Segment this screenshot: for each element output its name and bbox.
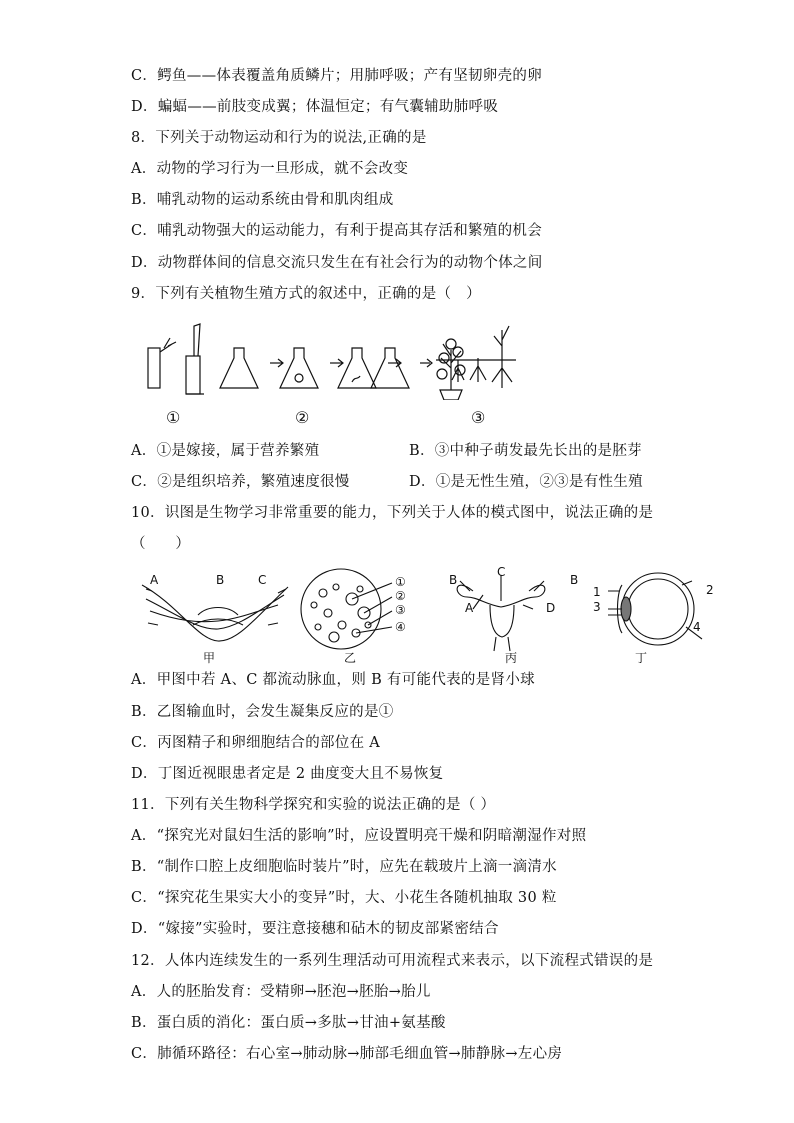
q10-fig-jia-label-c: C [258,573,267,587]
q10-option-c: C．丙图精子和卵细胞结合的部位在 A [131,735,381,751]
q10-option-a: A．甲图中若 A、C 都流动脉血，则 B 有可能代表的是肾小球 [131,672,535,688]
q10-fig-bing-label-a: A [465,601,474,615]
q11-option-a: A．“探究光对鼠妇生活的影响”时，应设置明亮干燥和阴暗潮湿作对照 [131,828,587,844]
q10-caption-ding: 丁 [635,651,648,665]
q8-option-d: D．动物群体间的信息交流只发生在有社会行为的动物个体之间 [131,255,543,271]
q10-fig-ding-label-2: 2 [706,583,714,597]
q12-option-c: C．肺循环路径：右心室→肺动脉→肺部毛细血管→肺静脉→左心房 [131,1046,563,1062]
q10-fig-yi-label-1: ① [395,575,406,589]
q7-option-d: D．蝙蝠——前肢变成翼；体温恒定；有气囊辅助肺呼吸 [131,99,499,115]
q10-fig-bing-label-b-right: B [570,573,579,587]
q10-fig-bing-label-b-left: B [449,573,458,587]
q10-answer-blank: （ ） [131,536,191,552]
q9-figure-label-3: ③ [471,408,486,427]
q9-option-a: A．①是嫁接，属于营养繁殖 [131,443,320,459]
q9-option-d: D．①是无性生殖，②③是有性生殖 [409,474,643,490]
q10-fig-ding-label-1: 1 [593,585,601,599]
q10-option-d: D．丁图近视眼患者定是 2 曲度变大且不易恢复 [131,766,444,782]
q10-caption-yi: 乙 [344,651,357,665]
q10-option-b: B．乙图输血时，会发生凝集反应的是① [131,704,394,720]
q8-option-c: C．哺乳动物强大的运动能力，有利于提高其存活和繁殖的机会 [131,223,542,239]
q10-fig-yi-label-4: ④ [395,620,406,634]
q10-caption-bing: 丙 [505,651,518,665]
q8-stem: 8．下列关于动物运动和行为的说法,正确的是 [131,130,427,146]
q10-fig-ding-label-4: 4 [693,620,701,634]
q9-plant-reproduction-figure [140,318,530,400]
q10-fig-bing-label-c: C [497,565,506,579]
q10-caption-jia: 甲 [203,651,216,665]
q9-stem: 9．下列有关植物生殖方式的叙述中，正确的是（ ） [131,286,481,302]
q12-option-a: A．人的胚胎发育：受精卵→胚泡→胚胎→胎儿 [131,984,431,1000]
q9-figure-label-2: ② [295,408,310,427]
q10-fig-jia-label-a: A [150,573,159,587]
q10-fig-jia-label-b: B [216,573,225,587]
q11-option-d: D．“嫁接”实验时，要注意接穗和砧木的韧皮部紧密结合 [131,921,499,937]
q10-stem: 10．识图是生物学习非常重要的能力，下列关于人体的模式图中，说法正确的是 [131,505,654,521]
q10-fig-bing-label-d: D [546,601,556,615]
q12-stem: 12．人体内连续发生的一系列生理活动可用流程式来表示，以下流程式错误的是 [131,953,654,969]
q10-human-model-figures [138,565,713,655]
q11-option-b: B．“制作口腔上皮细胞临时装片”时，应先在载玻片上滴一滴清水 [131,859,557,875]
q11-stem: 11．下列有关生物科学探究和实验的说法正确的是（ ） [131,797,496,813]
q7-option-c: C．鳄鱼——体表覆盖角质鳞片；用肺呼吸；产有坚韧卵壳的卵 [131,68,542,84]
q12-option-b: B．蛋白质的消化：蛋白质→多肽→甘油+氨基酸 [131,1015,446,1031]
q8-option-b: B．哺乳动物的运动系统由骨和肌肉组成 [131,192,394,208]
q11-option-c: C．“探究花生果实大小的变异”时，大、小花生各随机抽取 30 粒 [131,890,557,906]
q9-option-b: B．③中种子萌发最先长出的是胚芽 [409,443,642,459]
q10-fig-yi-label-2: ② [395,589,406,603]
q10-fig-ding-label-3: 3 [593,600,601,614]
q9-figure-label-1: ① [166,408,181,427]
q9-option-c: C．②是组织培养，繁殖速度很慢 [131,474,350,490]
q10-fig-yi-label-3: ③ [395,603,406,617]
q8-option-a: A．动物的学习行为一旦形成，就不会改变 [131,161,409,177]
